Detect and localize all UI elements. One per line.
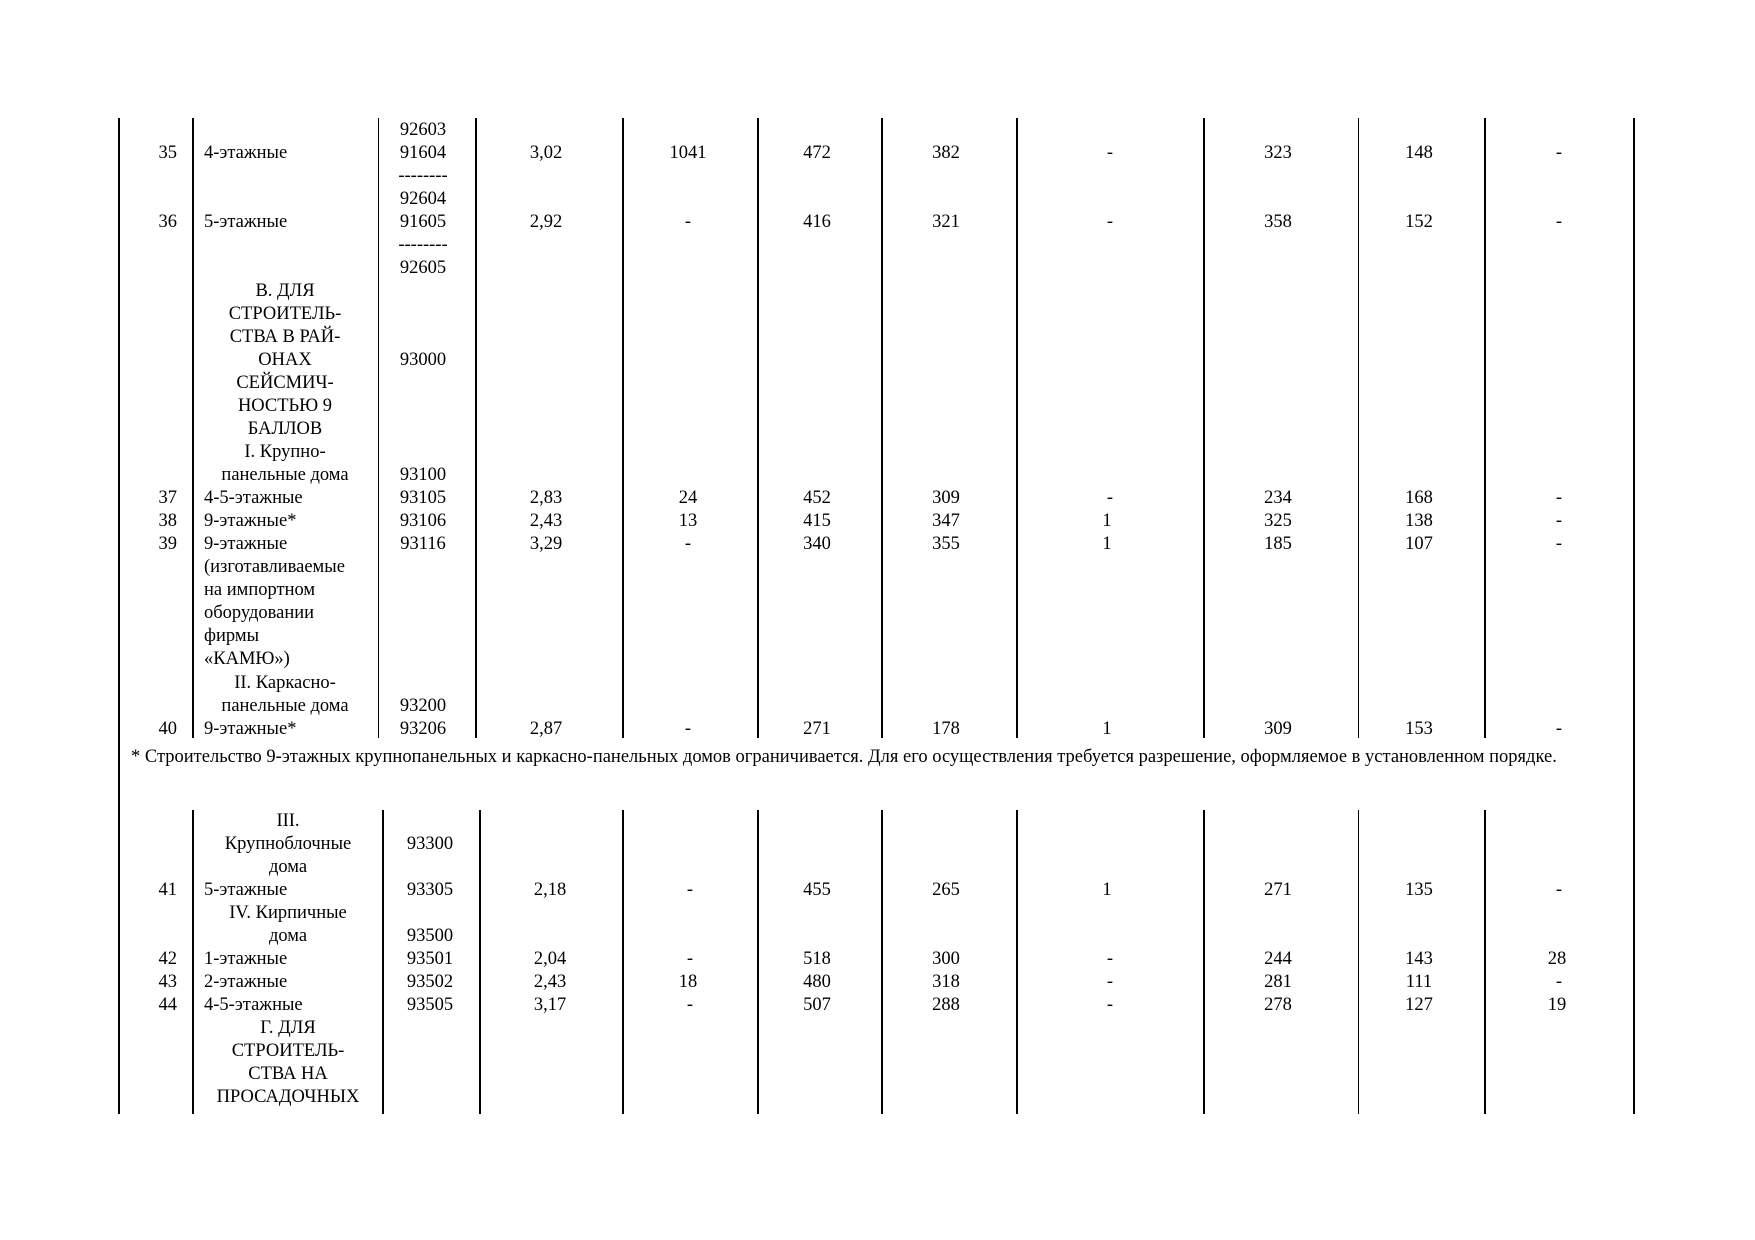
value-cell: 347: [932, 511, 960, 531]
row-number: 36: [158, 212, 177, 232]
coef-cell: 3,02: [529, 143, 563, 163]
value-cell: 185: [1264, 534, 1292, 554]
value-cell: 281: [1264, 972, 1292, 992]
col-divider: [192, 118, 194, 738]
value-cell: 143: [1405, 949, 1433, 969]
value-cell: 168: [1405, 488, 1433, 508]
code-cell: 93116: [400, 534, 446, 554]
footnote: * Строительство 9-этажных крупнопанельных и каркасно-панельных домов ограничивается. Для его осуществления требуется разрешение, оформляемое в установленном порядке.: [131, 747, 1557, 767]
col-divider: [1016, 118, 1018, 738]
row-number: 38: [158, 511, 177, 531]
row-name: 9-этажные (изготавливаемые на импортном оборудовании фирмы «КАМЮ»): [204, 534, 345, 669]
coef-cell: 2,18: [533, 880, 567, 900]
value-cell: -: [1555, 143, 1563, 163]
col-divider: [479, 810, 481, 1114]
value-cell: -: [1106, 972, 1114, 992]
value-cell: -: [1555, 212, 1563, 232]
value-cell: -: [684, 534, 692, 554]
code-cell: 93105: [399, 488, 447, 508]
coef-cell: 2,43: [529, 511, 563, 531]
col-divider: [1484, 118, 1486, 738]
value-cell: 415: [803, 511, 831, 531]
section-heading-g: Г. ДЛЯ СТРОИТЕЛЬ- СТВА НА ПРОСАДОЧНЫХ: [216, 1018, 360, 1107]
value-cell: 244: [1264, 949, 1292, 969]
value-cell: 19: [1547, 995, 1567, 1015]
row-name: 4-5-этажные: [204, 995, 303, 1015]
value-cell: 1: [1102, 511, 1112, 531]
value-cell: -: [1106, 212, 1114, 232]
row-name: 9-этажные*: [204, 511, 297, 531]
row-number: 39: [158, 534, 177, 554]
coef-cell: 2,04: [533, 949, 567, 969]
row-name: 1-этажные: [204, 949, 288, 969]
section-heading-i: I. Крупно- панельные дома: [221, 442, 349, 485]
value-cell: 358: [1264, 212, 1292, 232]
value-cell: 13: [678, 511, 698, 531]
row-number: 37: [158, 488, 177, 508]
section-heading-iv: IV. Кирпичные дома: [229, 903, 347, 946]
value-cell: -: [1106, 488, 1114, 508]
value-cell: 355: [932, 534, 960, 554]
value-cell: 309: [1264, 719, 1292, 739]
value-cell: -: [1555, 719, 1563, 739]
value-cell: 178: [932, 719, 960, 739]
coef-cell: 2,87: [529, 719, 563, 739]
value-cell: 265: [932, 880, 960, 900]
value-cell: 24: [678, 488, 698, 508]
row-number: 35: [158, 143, 177, 163]
value-cell: -: [686, 880, 694, 900]
section-heading-iii: III. Крупноблочные дома: [224, 811, 352, 877]
value-cell: -: [1555, 972, 1563, 992]
value-cell: 138: [1405, 511, 1433, 531]
col-divider: [1484, 810, 1486, 1114]
code-cell: 93100: [399, 465, 447, 485]
value-cell: 127: [1405, 995, 1433, 1015]
value-cell: 340: [803, 534, 831, 554]
value-cell: 1041: [669, 143, 707, 163]
row-number: 44: [158, 995, 177, 1015]
value-cell: 153: [1405, 719, 1433, 739]
value-cell: 455: [803, 880, 831, 900]
value-cell: -: [684, 719, 692, 739]
value-cell: -: [1106, 949, 1114, 969]
value-cell: 278: [1264, 995, 1292, 1015]
code-cell: 93501: [406, 949, 454, 969]
col-divider: [757, 810, 759, 1114]
value-cell: -: [1106, 995, 1114, 1015]
col-divider: [1203, 810, 1205, 1114]
code-cell: 93305: [406, 880, 454, 900]
row-name: 5-этажные: [204, 212, 288, 232]
value-cell: 107: [1405, 534, 1433, 554]
value-cell: -: [686, 949, 694, 969]
coef-cell: 3,29: [529, 534, 563, 554]
value-cell: -: [1555, 534, 1563, 554]
row-name: 4-этажные: [204, 143, 288, 163]
col-divider: [622, 810, 624, 1114]
section-heading-ii: II. Каркасно- панельные дома: [221, 673, 349, 716]
col-divider: [881, 118, 883, 738]
value-cell: 309: [932, 488, 960, 508]
row-number: 42: [158, 949, 177, 969]
col-divider: [382, 810, 384, 1114]
value-cell: 416: [803, 212, 831, 232]
row-number: 43: [158, 972, 177, 992]
value-cell: -: [1555, 880, 1563, 900]
table-border-right: [1633, 118, 1635, 1114]
value-cell: 234: [1264, 488, 1292, 508]
code-cell: 93500: [406, 926, 454, 946]
value-cell: 148: [1405, 143, 1433, 163]
value-cell: 28: [1547, 949, 1567, 969]
col-divider: [881, 810, 883, 1114]
row-number: 40: [158, 719, 177, 739]
col-divider: [192, 810, 194, 1114]
code-cell: 93000: [399, 350, 447, 370]
value-cell: 452: [803, 488, 831, 508]
section-heading-v: В. ДЛЯ СТРОИТЕЛЬ- СТВА В РАЙ- ОНАХ СЕЙСМИЧ- НОСТЬЮ 9 БАЛЛОВ: [228, 281, 342, 439]
col-divider: [1358, 118, 1359, 738]
value-cell: 1: [1102, 534, 1112, 554]
code-cell: 92603 91604 --------: [398, 120, 448, 186]
value-cell: 271: [1264, 880, 1292, 900]
value-cell: 325: [1264, 511, 1292, 531]
code-cell: 93106: [399, 511, 447, 531]
col-divider: [757, 118, 759, 738]
code-cell: 93200: [399, 696, 447, 716]
value-cell: 321: [932, 212, 960, 232]
value-cell: 323: [1264, 143, 1292, 163]
coef-cell: 2,83: [529, 488, 563, 508]
value-cell: 1: [1102, 880, 1112, 900]
value-cell: -: [1555, 511, 1563, 531]
value-cell: -: [684, 212, 692, 232]
value-cell: 135: [1405, 880, 1433, 900]
value-cell: 271: [803, 719, 831, 739]
col-divider: [1358, 810, 1359, 1114]
value-cell: 507: [803, 995, 831, 1015]
coef-cell: 3,17: [533, 995, 567, 1015]
coef-cell: 2,43: [533, 972, 567, 992]
value-cell: -: [1106, 143, 1114, 163]
col-divider: [1203, 118, 1205, 738]
code-cell: 92604 91605 --------: [398, 189, 448, 255]
col-divider: [378, 118, 379, 738]
value-cell: 300: [932, 949, 960, 969]
code-cell: 93206: [399, 719, 447, 739]
code-cell: 93505: [406, 995, 454, 1015]
value-cell: 472: [803, 143, 831, 163]
row-name: 2-этажные: [204, 972, 288, 992]
col-divider: [475, 118, 477, 738]
value-cell: 18: [678, 972, 698, 992]
value-cell: 518: [803, 949, 831, 969]
value-cell: 318: [932, 972, 960, 992]
value-cell: -: [686, 995, 694, 1015]
value-cell: 288: [932, 995, 960, 1015]
value-cell: 1: [1102, 719, 1112, 739]
row-name: 9-этажные*: [204, 719, 297, 739]
value-cell: -: [1555, 488, 1563, 508]
table-border-left: [118, 118, 120, 1114]
code-cell: 93502: [406, 972, 454, 992]
col-divider: [1016, 810, 1018, 1114]
value-cell: 111: [1405, 972, 1433, 992]
coef-cell: 2,92: [529, 212, 563, 232]
code-cell: 93300: [406, 834, 454, 854]
row-name: 5-этажные: [204, 880, 288, 900]
code-cell: 92605: [399, 258, 447, 278]
row-number: 41: [158, 880, 177, 900]
value-cell: 480: [803, 972, 831, 992]
row-name: 4-5-этажные: [204, 488, 303, 508]
value-cell: 382: [932, 143, 960, 163]
col-divider: [622, 118, 624, 738]
value-cell: 152: [1405, 212, 1433, 232]
